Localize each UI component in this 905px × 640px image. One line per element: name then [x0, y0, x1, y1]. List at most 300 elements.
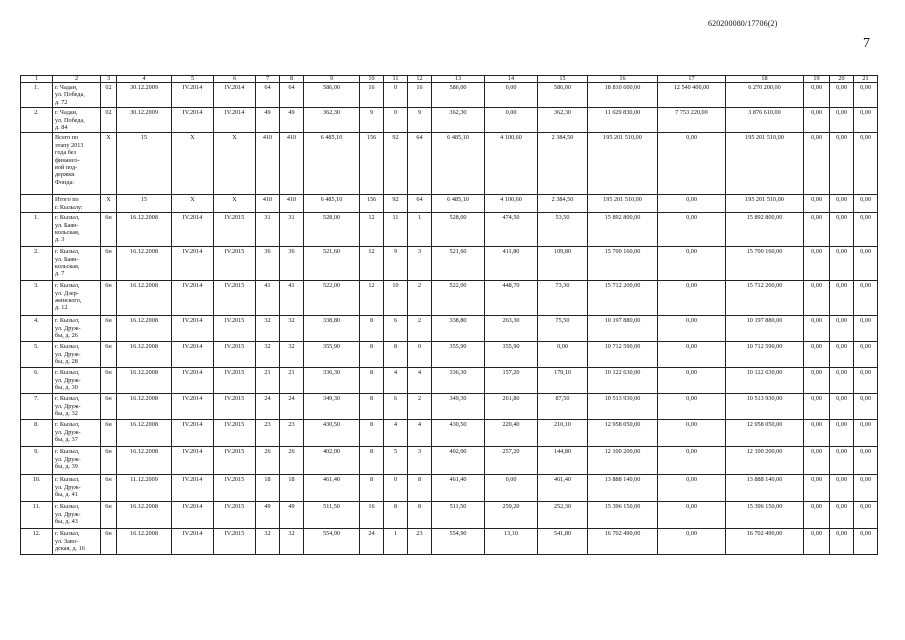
table-cell: 87,50: [538, 394, 588, 420]
table-cell: 6н: [101, 447, 117, 475]
table-cell: 0,00: [854, 420, 878, 447]
table-cell: 6н: [101, 368, 117, 394]
table-cell: 156: [360, 133, 384, 195]
table-cell: 0,00: [804, 475, 830, 502]
table-cell: 6 485,10: [432, 195, 485, 213]
table-cell: 0,00: [854, 394, 878, 420]
table-cell: 16.12.2008: [117, 247, 172, 281]
table-cell: 10 197 880,00: [588, 316, 658, 342]
column-number-cell: 20: [830, 76, 854, 83]
table-cell: IV.2015: [214, 447, 256, 475]
table-cell: 6 485,10: [432, 133, 485, 195]
table-cell: 49: [280, 502, 304, 529]
column-number-cell: 21: [854, 76, 878, 83]
table-cell: 16.12.2008: [117, 342, 172, 368]
table-cell: 32: [256, 342, 280, 368]
table-cell: 349,30: [432, 394, 485, 420]
table-cell: 6н: [101, 281, 117, 316]
table-cell: 36: [280, 247, 304, 281]
table-cell: 16 702 490,00: [726, 529, 804, 555]
table-cell: 410: [256, 195, 280, 213]
table-cell: IV.2014: [172, 247, 214, 281]
table-cell: IV.2014: [172, 213, 214, 247]
table-cell: 11 629 830,00: [588, 108, 658, 133]
table-cell: 586,00: [432, 83, 485, 108]
table-cell: 6 485,10: [304, 133, 360, 195]
column-number-cell: 10: [360, 76, 384, 83]
column-number-cell: 19: [804, 76, 830, 83]
table-cell: 49: [280, 108, 304, 133]
table-cell: 8.: [21, 420, 53, 447]
table-cell: 8: [360, 420, 384, 447]
table-cell: 220,40: [485, 420, 538, 447]
table-cell: 0,00: [658, 475, 726, 502]
table-cell: 18: [280, 475, 304, 502]
table-cell: 12: [360, 247, 384, 281]
table-cell: 12 100 200,00: [588, 447, 658, 475]
table-cell: 11.12.2009: [117, 475, 172, 502]
table-row: [21, 502, 878, 529]
column-number-cell: 4: [117, 76, 172, 83]
table-cell: 6н: [101, 502, 117, 529]
address-cell: г. Чадан, ул. Победа, д. 72: [53, 83, 101, 108]
table-cell: 586,00: [538, 83, 588, 108]
table-cell: 0,00: [830, 502, 854, 529]
table-cell: 12.: [21, 529, 53, 555]
table-cell: 32: [256, 529, 280, 555]
table-cell: 1: [384, 529, 408, 555]
table-cell: 8: [408, 502, 432, 529]
table-cell: 8: [360, 447, 384, 475]
table-cell: 0,00: [854, 475, 878, 502]
table-cell: 16.12.2008: [117, 529, 172, 555]
column-number-cell: 13: [432, 76, 485, 83]
column-number-cell: 12: [408, 76, 432, 83]
table-cell: 0,00: [485, 108, 538, 133]
table-cell: 49: [256, 108, 280, 133]
table-row: [21, 394, 878, 420]
table-cell: 2: [408, 281, 432, 316]
table-cell: 259,20: [485, 502, 538, 529]
table-cell: 6 270 200,00: [726, 83, 804, 108]
table-cell: 30.12.2009: [117, 83, 172, 108]
table-cell: 0,00: [658, 420, 726, 447]
table-cell: 4: [384, 368, 408, 394]
table-cell: 15 700 160,00: [588, 247, 658, 281]
table-cell: 4 100,60: [485, 195, 538, 213]
table-cell: 362,30: [304, 108, 360, 133]
table-cell: 9: [384, 247, 408, 281]
table-cell: 461,40: [304, 475, 360, 502]
table-cell: 511,50: [432, 502, 485, 529]
table-cell: 2 384,50: [538, 133, 588, 195]
table-row: [21, 316, 878, 342]
page-number: 7: [863, 36, 870, 51]
table-cell: 4 100,60: [485, 133, 538, 195]
table-cell: 3.: [21, 281, 53, 316]
table-cell: 0,00: [854, 195, 878, 213]
table-cell: 0: [384, 83, 408, 108]
table-cell: 0,00: [830, 213, 854, 247]
table-cell: 15 396 150,00: [588, 502, 658, 529]
table-cell: IV.2014: [172, 529, 214, 555]
table-cell: 16: [360, 83, 384, 108]
table-cell: 252,30: [538, 502, 588, 529]
table-cell: 41: [280, 281, 304, 316]
table-cell: IV.2014: [172, 83, 214, 108]
table-cell: 411,80: [485, 247, 538, 281]
table-cell: 15 712 200,00: [726, 281, 804, 316]
table-row: [21, 195, 878, 213]
table-cell: 32: [280, 342, 304, 368]
table-cell: 6 485,10: [304, 195, 360, 213]
table-cell: 156: [360, 195, 384, 213]
table-cell: IV.2015: [214, 394, 256, 420]
table-cell: 11.: [21, 502, 53, 529]
table-cell: X: [214, 133, 256, 195]
table-cell: 92: [384, 195, 408, 213]
table-cell: 10 712 590,00: [726, 342, 804, 368]
table-cell: IV.2014: [172, 108, 214, 133]
table-cell: 12: [360, 281, 384, 316]
table-cell: 0,00: [485, 475, 538, 502]
table-row: [21, 447, 878, 475]
table-cell: 10: [384, 281, 408, 316]
address-cell: г. Кызыл, ул. Баян- кольская, д. 3: [53, 213, 101, 247]
table-cell: IV.2015: [214, 281, 256, 316]
table-cell: 2.: [21, 108, 53, 133]
table-cell: 0,00: [830, 447, 854, 475]
table-cell: 7.: [21, 394, 53, 420]
table-cell: 210,10: [538, 420, 588, 447]
table-cell: 0,00: [804, 133, 830, 195]
table-cell: 41: [256, 281, 280, 316]
table-cell: 261,80: [485, 394, 538, 420]
table-cell: 4: [384, 420, 408, 447]
table-cell: 3 876 610,00: [726, 108, 804, 133]
table-cell: 362,30: [432, 108, 485, 133]
address-cell: г. Кызыл, ул. Друж- бы, д. 26: [53, 316, 101, 342]
table-cell: X: [172, 133, 214, 195]
table-cell: 0: [408, 342, 432, 368]
table-cell: 16.12.2008: [117, 394, 172, 420]
table-cell: 554,90: [304, 529, 360, 555]
table-cell: 0,00: [830, 394, 854, 420]
table-cell: 12: [360, 213, 384, 247]
table-cell: 6н: [101, 475, 117, 502]
table-cell: 0,00: [854, 529, 878, 555]
table-cell: IV.2014: [172, 447, 214, 475]
column-number-cell: 6: [214, 76, 256, 83]
table-cell: 3: [408, 247, 432, 281]
table-row: [21, 420, 878, 447]
table-row: [21, 342, 878, 368]
address-cell: г. Кызыл, ул. Дзер- жинского, д. 12: [53, 281, 101, 316]
table-cell: X: [101, 195, 117, 213]
table-cell: 9: [360, 108, 384, 133]
table-cell: 195 201 510,00: [726, 133, 804, 195]
table-cell: 32: [280, 529, 304, 555]
table-cell: 23: [408, 529, 432, 555]
column-number-cell: 7: [256, 76, 280, 83]
table-cell: 16.12.2008: [117, 502, 172, 529]
table-cell: 4: [408, 420, 432, 447]
address-cell: г. Кызыл, ул. Друж- бы, д. 37: [53, 420, 101, 447]
column-number-cell: 9: [304, 76, 360, 83]
table-cell: IV.2014: [172, 394, 214, 420]
table-cell: 430,50: [432, 420, 485, 447]
table-cell: 362,30: [538, 108, 588, 133]
table-cell: 64: [408, 195, 432, 213]
table-cell: 511,50: [304, 502, 360, 529]
table-cell: 0,00: [854, 447, 878, 475]
table-cell: IV.2015: [214, 342, 256, 368]
table-cell: 0,00: [658, 394, 726, 420]
table-row: [21, 368, 878, 394]
table-cell: 3: [408, 447, 432, 475]
table-cell: 402,00: [304, 447, 360, 475]
table-cell: 0,00: [804, 502, 830, 529]
table-row: [21, 529, 878, 555]
table-cell: 402,00: [432, 447, 485, 475]
table-cell: 338,80: [304, 316, 360, 342]
table-cell: 8: [360, 394, 384, 420]
table-cell: 0,00: [658, 195, 726, 213]
document-code: 620200080/17706(2): [708, 19, 778, 28]
address-cell: Итого по г. Кызылу:: [53, 195, 101, 213]
address-cell: г. Кызыл, ул. Друж- бы, д. 28: [53, 342, 101, 368]
table-cell: 336,30: [432, 368, 485, 394]
table-cell: 1.: [21, 213, 53, 247]
table-cell: IV.2015: [214, 529, 256, 555]
table-cell: 10 197 880,00: [726, 316, 804, 342]
table-cell: 0,00: [854, 281, 878, 316]
table-cell: 6: [384, 316, 408, 342]
table-cell: 0,00: [804, 368, 830, 394]
table-row: [21, 213, 878, 247]
table-cell: 0,00: [658, 529, 726, 555]
table-cell: 522,00: [304, 281, 360, 316]
table-cell: 0,00: [804, 394, 830, 420]
table-row: [21, 247, 878, 281]
table-cell: X: [101, 133, 117, 195]
table-cell: 1.: [21, 83, 53, 108]
address-cell: г. Кызыл, ул. Друж- бы, д. 41: [53, 475, 101, 502]
table-cell: 31: [256, 213, 280, 247]
table-cell: 0,00: [830, 108, 854, 133]
table-cell: 0,00: [830, 420, 854, 447]
table-cell: 336,30: [304, 368, 360, 394]
table-cell: X: [214, 195, 256, 213]
table-row: [21, 83, 878, 108]
table-cell: IV.2014: [172, 316, 214, 342]
table-cell: 541,80: [538, 529, 588, 555]
table-cell: 1: [408, 213, 432, 247]
table-cell: 12 100 200,00: [726, 447, 804, 475]
table-cell: 0,00: [804, 316, 830, 342]
table-cell: 16.12.2008: [117, 447, 172, 475]
column-number-cell: 3: [101, 76, 117, 83]
column-number-cell: 8: [280, 76, 304, 83]
table-cell: 6: [384, 394, 408, 420]
table-cell: 64: [256, 83, 280, 108]
table-cell: 23: [256, 420, 280, 447]
table-cell: 0,00: [804, 247, 830, 281]
table-cell: 528,00: [432, 213, 485, 247]
table-cell: 0,00: [830, 133, 854, 195]
table-cell: 410: [256, 133, 280, 195]
table-cell: IV.2014: [172, 368, 214, 394]
table-cell: 448,70: [485, 281, 538, 316]
table-cell: 0,00: [804, 342, 830, 368]
table-cell: 0,00: [830, 316, 854, 342]
table-cell: 92: [384, 133, 408, 195]
table-cell: 15: [117, 195, 172, 213]
table-cell: IV.2014: [214, 108, 256, 133]
table-cell: 64: [280, 83, 304, 108]
table-cell: 12 958 050,00: [726, 420, 804, 447]
table-cell: IV.2015: [214, 475, 256, 502]
table-cell: 195 201 510,00: [726, 195, 804, 213]
table-cell: IV.2015: [214, 213, 256, 247]
table-cell: X: [172, 195, 214, 213]
table-cell: 24: [280, 394, 304, 420]
table-cell: IV.2015: [214, 247, 256, 281]
table-cell: 13 888 140,00: [588, 475, 658, 502]
table-cell: 2: [408, 394, 432, 420]
table-cell: 0: [384, 475, 408, 502]
table-cell: 16.12.2008: [117, 420, 172, 447]
table-cell: IV.2014: [172, 342, 214, 368]
table-cell: 528,00: [304, 213, 360, 247]
table-cell: 10 513 930,00: [726, 394, 804, 420]
table-cell: 26: [256, 447, 280, 475]
table-cell: 49: [256, 502, 280, 529]
table-cell: 15 892 800,00: [726, 213, 804, 247]
table-cell: 24: [360, 529, 384, 555]
table-cell: 4.: [21, 316, 53, 342]
table-cell: 0,00: [830, 475, 854, 502]
table-cell: 16.12.2008: [117, 213, 172, 247]
table-row: [21, 108, 878, 133]
table-cell: 16: [360, 502, 384, 529]
table-cell: 8: [384, 342, 408, 368]
table-cell: 144,80: [538, 447, 588, 475]
table-cell: 0,00: [658, 133, 726, 195]
table-cell: 0,00: [538, 342, 588, 368]
table-cell: 0,00: [804, 213, 830, 247]
table-cell: 9.: [21, 447, 53, 475]
table-cell: 0,00: [804, 281, 830, 316]
table-cell: 474,50: [485, 213, 538, 247]
table-cell: 8: [360, 368, 384, 394]
table-cell: 31: [280, 213, 304, 247]
address-cell: г. Кызыл, ул. Баян- кольская, д. 7: [53, 247, 101, 281]
table-cell: 0,00: [854, 342, 878, 368]
table-cell: 21: [280, 368, 304, 394]
table-cell: 0,00: [804, 108, 830, 133]
table-cell: 355,90: [485, 342, 538, 368]
table-cell: 195 201 510,00: [588, 133, 658, 195]
table-cell: 0,00: [804, 447, 830, 475]
table-cell: 461,40: [432, 475, 485, 502]
table-cell: 6н: [101, 316, 117, 342]
table-cell: IV.2015: [214, 368, 256, 394]
table-cell: 461,40: [538, 475, 588, 502]
table-cell: IV.2014: [172, 475, 214, 502]
table-cell: 0,00: [658, 342, 726, 368]
table-cell: 16.12.2008: [117, 368, 172, 394]
table-row: [21, 475, 878, 502]
table-cell: 36: [256, 247, 280, 281]
address-cell: г. Кызыл, ул. Друж- бы, д. 39: [53, 447, 101, 475]
table-cell: 0,00: [830, 195, 854, 213]
table-cell: 5: [384, 447, 408, 475]
table-cell: 8: [408, 475, 432, 502]
table-cell: 8: [360, 316, 384, 342]
table-cell: 0,00: [658, 447, 726, 475]
table-cell: 0,00: [830, 342, 854, 368]
table-cell: 410: [280, 133, 304, 195]
table-cell: 0,00: [854, 247, 878, 281]
address-cell: г. Кызыл, ул. Друж- бы, д. 30: [53, 368, 101, 394]
table-cell: 24: [256, 394, 280, 420]
table-cell: 0,00: [854, 83, 878, 108]
column-number-cell: 11: [384, 76, 408, 83]
table-cell: 18: [256, 475, 280, 502]
table-cell: 0,00: [830, 281, 854, 316]
table-cell: 12 958 050,00: [588, 420, 658, 447]
table-cell: 0,00: [658, 247, 726, 281]
table-cell: 0,00: [830, 83, 854, 108]
table-cell: 15 892 800,00: [588, 213, 658, 247]
table-cell: [21, 133, 53, 195]
column-number-cell: 14: [485, 76, 538, 83]
table-cell: 0,00: [854, 316, 878, 342]
table-cell: 8: [384, 502, 408, 529]
table-cell: 0,00: [658, 316, 726, 342]
table-cell: 15 700 160,00: [726, 247, 804, 281]
table-cell: 0,00: [485, 83, 538, 108]
table-cell: 13 888 140,00: [726, 475, 804, 502]
address-cell: г. Кызыл, ул. Друж- бы, д. 32: [53, 394, 101, 420]
table-cell: 355,90: [304, 342, 360, 368]
table-cell: 64: [408, 133, 432, 195]
table-cell: 0,00: [854, 108, 878, 133]
column-number-cell: 1: [21, 76, 53, 83]
table-cell: 10 513 930,00: [588, 394, 658, 420]
table-cell: 16.12.2008: [117, 281, 172, 316]
table-cell: 257,20: [485, 447, 538, 475]
table-cell: 6н: [101, 213, 117, 247]
table-cell: IV.2015: [214, 316, 256, 342]
table-cell: 0,00: [658, 502, 726, 529]
table-cell: 0,00: [854, 213, 878, 247]
column-number-cell: 18: [726, 76, 804, 83]
table-cell: 0,00: [830, 368, 854, 394]
table-cell: 0,00: [804, 529, 830, 555]
table-cell: 26: [280, 447, 304, 475]
table-cell: 355,90: [432, 342, 485, 368]
column-number-cell: 5: [172, 76, 214, 83]
table-row: [21, 281, 878, 316]
table-cell: 554,90: [432, 529, 485, 555]
table-cell: 13,10: [485, 529, 538, 555]
address-cell: г. Чадан, ул. Победа, д. 84: [53, 108, 101, 133]
table-cell: 9: [408, 108, 432, 133]
table-cell: IV.2014: [172, 502, 214, 529]
address-cell: г. Кызыл, ул. Заво- дская, д. 16: [53, 529, 101, 555]
